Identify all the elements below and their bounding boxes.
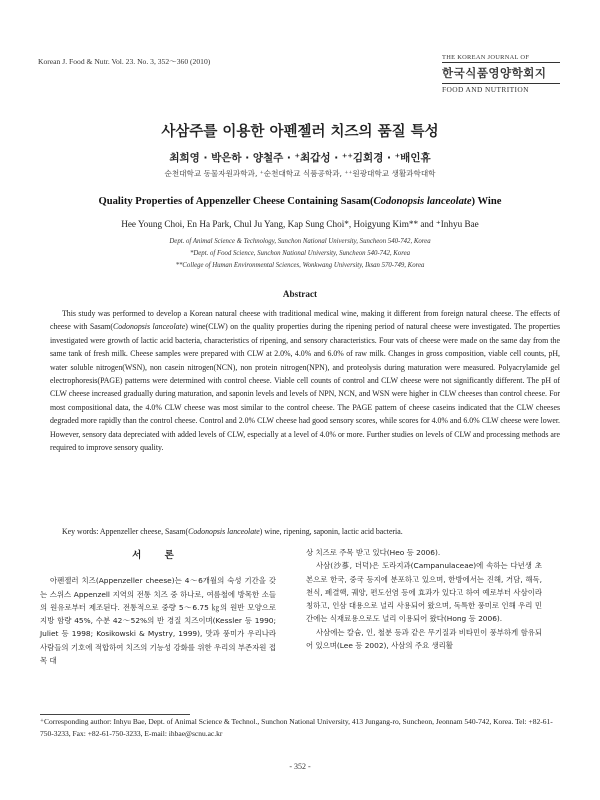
journal-name-sub: FOOD AND NUTRITION — [442, 83, 560, 94]
keywords — [50, 525, 560, 538]
keywords-prefix: Key words: Appenzeller cheese, Sasam( — [62, 527, 189, 536]
abstract-species: Codonopsis lanceolate — [112, 322, 186, 332]
affiliation-1: Dept. of Animal Science & Technology, Sunchon National University, Suncheon 540-742, Korea — [169, 238, 431, 245]
english-title-suffix: ) Wine — [471, 196, 502, 207]
abstract-body — [50, 307, 560, 454]
intro-paragraph-1: 아펜젤러 치즈(Appenzeller cheese)는 4～6개월의 숙성 기간을 갖는 스위스 Appenzell 지역의 전통 치즈 중 하나로, 여름철에 방목한 소들의 원유로부터 제조된다. 전통적으로 중량 5～6.75 ㎏의 원반 모양으로 지방 함량 45%, 수분 42～52%의 반 경질 치즈이며(Kessler 등 1990; Juliet 등 1998; Kosikowski & Mystry, 1999), 맛과 풍미가 우리나라 사람들의 기호에 적합하여 치즈의 기능성 강화를 위한 우리의 부존자원 접목 대 — [40, 576, 276, 665]
english-title-species: Codonopsis lanceolate — [373, 196, 472, 207]
korean-affiliations: 순천대학교 동물자원과학과, ⁺순천대학교 식품공학과, ⁺⁺원광대학교 생활과학대학 — [164, 169, 436, 178]
intro-paragraph-3: 사삼에는 칼슘, 인, 철분 등과 같은 무기질과 비타민이 풍부하게 함유되어 있으며(Lee 등 2002), 사삼의 주요 생리활 — [306, 627, 542, 650]
abstract-text-1: This study was performed to develop a Korean natural cheese with traditional medical wine, making it different from foreign natural cheese. The effects of cheese with Sasam( — [50, 309, 560, 332]
journal-name-english: THE KOREAN JOURNAL OF — [442, 54, 560, 63]
abstract-text-2: ) wine(CLW) on the quality properties during the ripening period of natural cheese were investigated. The properties investigated were growth of lactic acid bacteria, characteristics of ripening, and sensory characteristics. Four vats of cheese were made on the same day from the same tank of fresh milk. Cheese samples were prepared with CLW at 2.0%, 4.0% and 6.0% of raw milk. Changes in gross composition, viable cell counts, pH, water soluble nitrogen(WSN), non casein nitrogen(NCN), non protein nitrogen(NPN), and proteolysis during maturation were measured. Polyacrylamide gel electrophoresis(PAGE) patterns were determined with control cheese. Viable cell counts of control and CLW cheese were not significantly different. The pH of CLW cheese increased gradually during maturation, and saponin levels and levels of NPN, NCN, and WSN were higher in CLW cheeses than control cheese. For most compositional data, the 4.0% CLW cheese was most similar to the control cheese. The PAGE pattern of cheese caseins indicated that the CLW cheeses degraded more rapidly than the control cheese. Control and 2.0% CLW cheese had good sensory scores, while scores for 4.0% and 6.0% CLW cheese were lower. However, sensory data depreciated with added levels of CLW, especially at a level of 4.0% or more. Further studies on levels of CLW and processing methods are required to improve sensory quality. — [50, 322, 560, 453]
corresponding-author-footnote: ⁺Corresponding author: Inhyu Bae, Dept. of Animal Science & Technol., Sunchon National University, 413 Jungang-ro, Suncheon, Jeonnam 540-742, Korea. Tel: +82-61-750-3233, Fax: +82-61-750-3233, E-mail: ihbae@scnu.ac.kr — [40, 717, 553, 738]
english-title — [0, 196, 600, 207]
keywords-suffix: ) wine, ripening, saponin, lactic acid bacteria. — [259, 527, 403, 536]
intro-paragraph-2: 사삼(沙蔘, 더덕)은 도라지과(Campanulaceae)에 속하는 다년생 초본으로 한국, 중국 등지에 분포하고 있으며, 한방에서는 진해, 거담, 해독, 천식, 폐결핵, 궤양, 편도선염 등에 효과가 있다고 하여 예로부터 사삼이라 칭하고, 인삼 대용으로 널리 사용되어 왔으며, 독특한 풍미로 인해 우리 민간에는 식재료용으로도 널리 이용되어 왔다(Hong 등 2006). — [306, 561, 542, 624]
journal-logo — [442, 54, 560, 94]
footnote-divider — [40, 714, 190, 715]
body-right-column — [306, 546, 542, 652]
page-number: - 352 - — [289, 762, 311, 771]
english-title-prefix: Quality Properties of Appenzeller Cheese Containing Sasam( — [98, 196, 374, 207]
affiliation-3: **College of Human Environmental Sciences, Wonkwang University, Iksan 570-749, Korea — [175, 262, 425, 269]
english-authors: Hee Young Choi, En Ha Park, Chul Ju Yang, Kap Sung Choi*, Hoigyung Kim** and ⁺Inhyu Bae — [121, 219, 479, 229]
journal-citation: Korean J. Food & Nutr. Vol. 23. No. 3, 352～360 (2010) — [38, 57, 211, 66]
korean-title: 사삼주를 이용한 아펜젤러 치즈의 품질 특성 — [161, 124, 439, 140]
korean-authors: 최희영 · 박은하 · 양철주 · ⁺최갑성 · ⁺⁺김회경 · ⁺배인휴 — [169, 152, 431, 164]
affiliation-2: *Dept. of Food Science, Sunchon National University, Suncheon 540-742, Korea — [189, 250, 411, 257]
body-left-column — [40, 546, 276, 667]
keywords-species: Codonopsis lanceolate — [188, 527, 260, 536]
journal-name-korean: 한국식품영양학회지 — [442, 66, 547, 80]
section-title-introduction: 서 론 — [132, 550, 184, 561]
intro-paragraph-continued: 상 치즈로 주목 받고 있다(Heo 등 2006). — [306, 548, 441, 557]
abstract-heading: Abstract — [282, 289, 318, 299]
